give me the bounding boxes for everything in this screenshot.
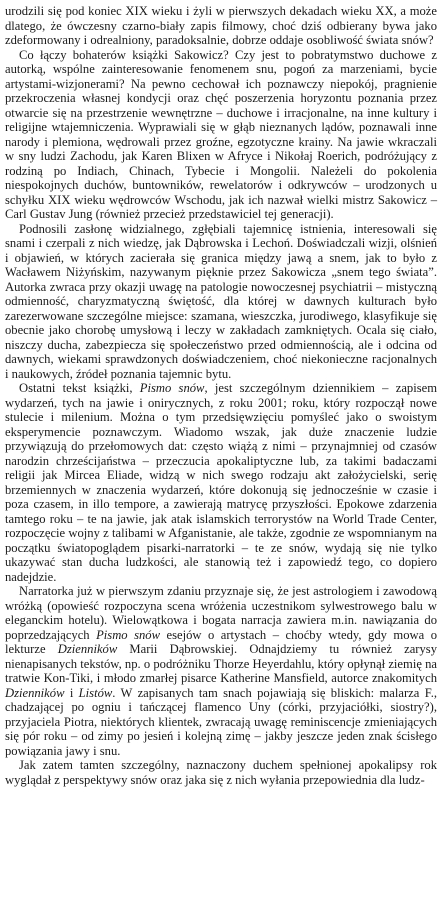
paragraph-5-text-b: esejów o artystach – choćby wtedy, gdy mowa o lekturze	[5, 627, 437, 656]
paragraph-5	[5, 584, 437, 758]
paragraph-5-text-c: Marii Dąbrowskiej. Odnajdziemy tu również zarysy nienapisanych tekstów, np. o podróżniku Thorze Heyerdahlu, który opłynął ziemię na tratwie Kon-Tiki, i młodo zmarłej pisarce Katherine Mansfield, autorce znakomitych	[5, 642, 437, 685]
body-text	[5, 4, 437, 787]
paragraph-5-text-d: i	[64, 685, 79, 700]
paragraph-5-text-a: Narratorka już w pierwszym zdaniu przyznaje się, że jest astrologiem i zawodową wróżką (opowieść rozpoczyna scena wróżenia uczestnikom sylwestrowego balu w eleganckim hotelu). Wielowątkowa i bogata narracja zawiera m.in. nawiązania do poprzedzających	[5, 584, 437, 642]
book-title-listow: Listów	[78, 685, 113, 700]
paragraph-4-text-a: Ostatni tekst książki,	[19, 381, 140, 395]
paragraph-5-text-e: . W zapisanych tam snach pojawiają się bliskich: malarza F., chadzającej po ogniu i tańczącej flamenco Uny (córki, przyjaciółki, siostry?), przyjaciela Piotra, niektórych klientek, zwracają uwagę reminiscencje zmieniających się pór roku – od zimy po jesień i kolejną zimę – jakby jeszcze jeden znak ścisłego powiązania jawy i snu.	[5, 685, 437, 758]
book-title-pismo-snow: Pismo snów	[139, 381, 205, 395]
paragraph-6: Jak zatem tamten szczególny, naznaczony duchem spełnionej apokalipsy rok wyglądał z perspektywy snów oraz jaka się z nich wyłania przepowiednia dla ludz-	[5, 758, 437, 787]
paragraph-2: Co łączy bohaterów książki Sakowicz? Czy jest to pobratymstwo duchowe z autorką, wspólne zainteresowanie fenomenem snu, pogoń za marzeniami, bycie artystami-wizjonerami? Na pewno cechował ich poznawczy niepokój, pragnienie przekroczenia własnej kondycji oraz chęć poszerzenia horyzontu poznania przez otwarcie się na przestrzenie wewnętrzne – duchowe i irracjonalne, na inne kultury i religijne wtajemniczenia. Wyprawiali się w głąb nieznanych lądów, poznawali inne narody i plemiona, wędrowali przez groźne, egzotyczne krainy. Na jawie wkraczali w sny ludzi Zachodu, jak Karen Blixen w Afryce i Nikołaj Roerich, podróżujący z rodziną po Indiach, Chinach, Tybecie i Mongolii. Należeli do pokolenia niespokojnych duchów, buntowników, rewelatorów i odkrywców – urodzonych u schyłku XIX wieku wędrowców Wschodu, jak ich nazwał wielki mistrz Sakowicz – Carl Gustav Jung (również przecież przedstawiciel tej generacji).	[5, 47, 437, 221]
book-title-dziennikow: Dzienników	[57, 642, 118, 656]
paragraph-3: Podnosili zasłonę widzialnego, zgłębiali tajemnicę istnienia, interesowali się snami i czerpali z nich wiedzę, jak Dąbrowska i Lechoń. Doświadczali wizji, olśnień i objawień, w których zacierała się granica między jawą a snem, jak to było z Wacławem Niżyńskim, nazywanym pięknie przez Sakowicza „snem tego świata”. Autorka zwraca przy okazji uwagę na patologie nowoczesnej psychiatrii – mistyczną odmienność, charyzmatyczną świętość, dla której w dawnych kulturach było zarezerwowane szczególne miejsce: szamana, wieszczka, jurodiwego, klasyfikuje się obecnie jako chorobę umysłową i leczy w zakładach zamkniętych. Ocala się ciało, niszczy ducha, zabezpiecza się społeczeństwo przed odmiennością, ale i odcina od dawnych, wiekami sprawdzonych doświadczeniem, choć niekonieczne racjonalnych i naukowych, źródeł poznania tajemnic bytu.	[5, 221, 437, 381]
paragraph-4	[5, 381, 437, 584]
book-title-dziennikow-2: Dzienników	[5, 685, 65, 700]
paragraph-4-text-b: , jest szczególnym dziennikiem – zapisem wydarzeń, tych na jawie i onirycznych, z roku 2001; roku, który rozpoczął nowe stulecie i milenium. Można o tym przedsięwzięciu pomyśleć jako o swoistym eksperymencie poznawczym. Wiadomo wszak, jak duże znaczenie ludzie przywiązują do przełomowych dat: często wiążą z nimi – przynajmniej od czasów narodzin chrześcijaństwa – przeczucia apokaliptyczne lub, za takimi badaczami religii jak Mircea Eliade, widzą w nich swego rodzaju akt założycielski, serię brzemiennych w znaczenia wydarzeń, które dokonują się jednocześnie w czasie i poza czasem, in illo tempore, a zawierają matrycę przyszłości. Epokowe zdarzenia tamtego roku – te na jawie, jak atak islamskich terrorystów na World Trade Center, rozpoczęcie wojny z talibami w Afganistanie, ale także, zgodnie ze wspomnianym na początku światopoglądem pisarki-narratorki – te ze snów, wydają się nie tylko ukazywać stan ducha ludzkości, ale stanowią też i zapowiedź tego, co dopiero nadejdzie.	[5, 381, 437, 584]
book-title-pismo-snow-2: Pismo snów	[96, 627, 160, 642]
paragraph-1: urodzili się pod koniec XIX wieku i żyli w pierwszych dekadach wieku XX, a może dlatego, że ówczesny czarno-biały zapis filmowy, choć dziś odbierany bywa jako zdeformowany i odrealniony, paradoksalnie, dobrze oddaje osobliwość świata snów?	[5, 4, 437, 47]
